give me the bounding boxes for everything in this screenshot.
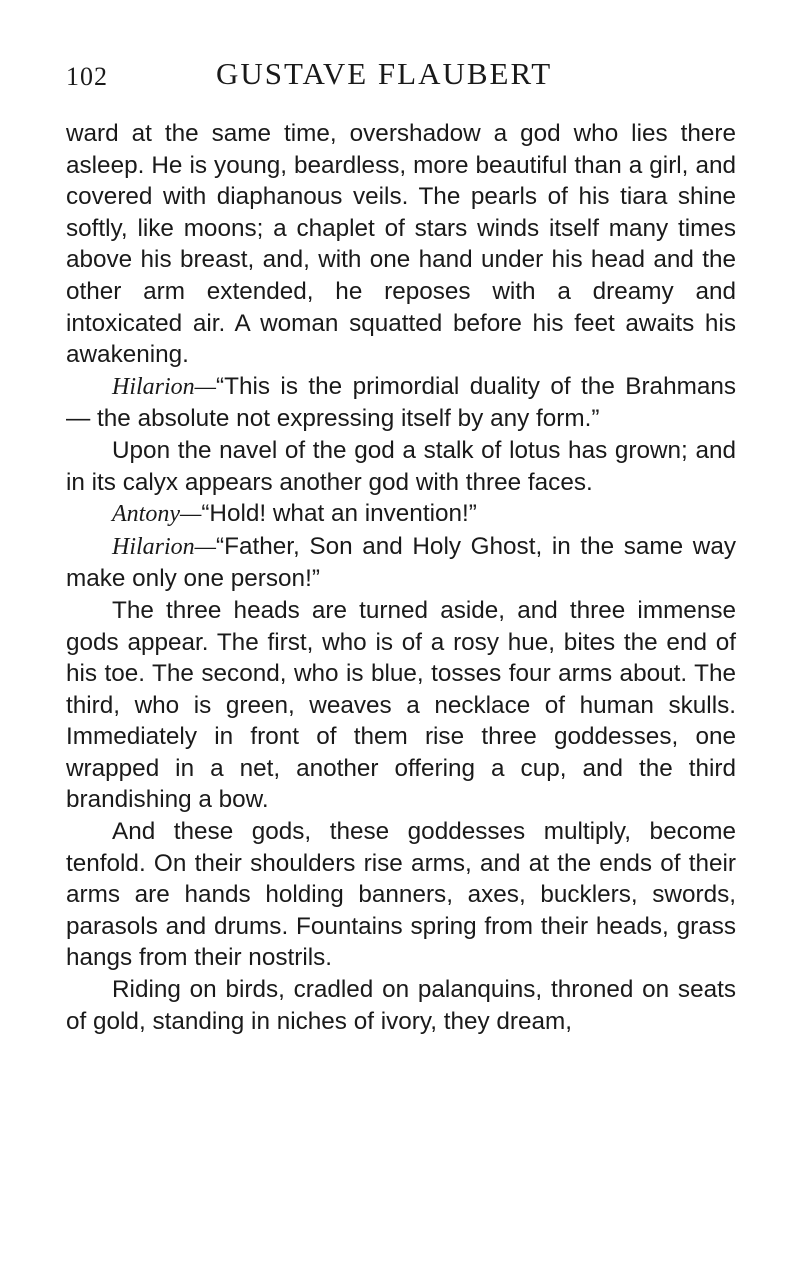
running-head: GUSTAVE FLAUBERT [216,56,553,91]
paragraph-continued: ward at the same time, overshadow a god who lies there asleep. He is young, beardless, more beautiful than a girl, and covered with diaphanous veils. The pearls of his tiara shine softly, like moons; a chaplet of stars winds itself many times above his breast, and, with one hand under his head and the other arm extended, he reposes with a dreamy and intoxicated air. A woman squatted before his feet awaits his awakening. [66,120,736,369]
body-text [66,118,736,1037]
book-page [66,56,736,1037]
page-header [66,56,736,96]
speaker-name: Antony— [112,501,202,528]
page-number: 102 [66,62,108,91]
speaker-name: Hilarion— [112,533,217,560]
paragraph: Riding on birds, cradled on palanquins, throned on seats of gold, standing in niches of ivory, they dream, [66,976,736,1035]
paragraph: The three heads are turned aside, and three immense gods appear. The first, who is of a rosy hue, bites the end of his toe. The second, who is blue, tosses four arms about. The third, who is green, weaves a necklace of human skulls. Immediately in front of them rise three goddesses, one wrapped in a net, another offering a cup, and the third brandishing a bow. [66,596,736,814]
speaker-name: Hilarion— [112,373,217,400]
paragraph-dialogue-antony: Antony—“Hold! what an invention!” [112,500,477,528]
paragraph: And these gods, these goddesses multiply, become tenfold. On their shoulders rise arms, and at the ends of their arms are hands holding banners, axes, bucklers, swords, parasols and drums. Fountains spring from their heads, grass hangs from their nostrils. [66,818,736,972]
paragraph-dialogue-hilarion: Hilarion—“This is the primordial duality of the Brahmans — the absolute not expressing itself by any form.” [66,372,736,433]
paragraph-dialogue-hilarion: Hilarion—“Father, Son and Holy Ghost, in the same way make only one person!” [66,532,736,593]
paragraph: Upon the navel of the god a stalk of lotus has grown; and in its calyx appears another god with three faces. [66,436,736,496]
